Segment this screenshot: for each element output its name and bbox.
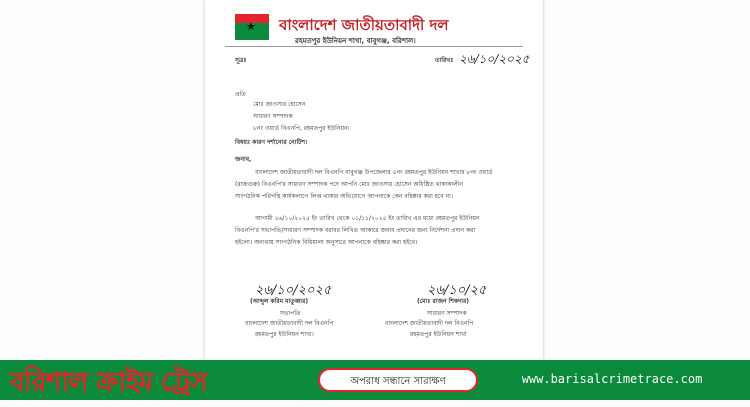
reference-label: সূত্রঃ — [235, 57, 247, 64]
to-label: প্রতি — [235, 91, 246, 98]
signature-right: ২৬/১০/২৫ — [427, 283, 487, 298]
slogan-pill — [318, 368, 478, 392]
sig-left-title: সভাপতি — [280, 310, 301, 317]
slogan-text: অপরাধ সন্ধানে সারাক্ষণ — [350, 376, 446, 387]
sig-right-name: (মোঃ রাজন শিকদার) — [417, 298, 470, 305]
website-link[interactable]: www.barisalcrimetrace.com — [521, 372, 703, 386]
recipient-title: সাধারণ সম্পাদক — [253, 113, 293, 120]
flag-star-icon: ★ — [246, 20, 256, 33]
recipient-address: ৮নং ওয়ার্ড বিএনপি, রহমতপুর ইউনিয়ন। — [253, 125, 350, 132]
body-paragraph-1-line: বাংলাদেশ জাতীয়তাবাদী দল বিএনপি বাবুগঞ্জ উপজেলার ৫নং রহমতপুর ইউনিয়ন শাখার ৮নং ওয়ার্ড — [255, 169, 493, 176]
sig-left-org: বাংলাদেশ জাতীয়তাবাদী দল বিএনপি — [245, 320, 334, 327]
signature-left: ২৬/১০/২০২৫ — [255, 283, 332, 298]
date-label: তারিখঃ — [435, 57, 454, 64]
sig-left-name: (আব্দুল করিম মাতুব্বার) — [250, 298, 309, 305]
body-paragraph-2-line: হইলো। অন্যথায় সাংগঠনিক বিধিমালা অনুসারে আপনাকে বহিষ্কার করা হইবে। — [235, 239, 418, 246]
salutation: জনাব, — [235, 156, 252, 163]
body-paragraph-1-line: সাংগঠনিক পরিপন্থি কার্যকলাপে লিপ্ত থাকার অভিযোগে আপনাকে কেন বহিষ্কার করা হবে না। — [235, 193, 454, 200]
sig-right-org: বাংলাদেশ জাতীয়তাবাদী দল বিএনপি — [385, 320, 474, 327]
sig-right-unit: রহমতপুর ইউনিয়ন শাখা — [410, 331, 467, 338]
letterhead-divider — [225, 46, 523, 47]
notice-letter — [205, 0, 543, 360]
recipient-name: মোঃ জাওসার হোসেন — [253, 101, 306, 108]
date-value: ২৬/১০/২০২৫ — [459, 52, 530, 66]
letterhead-branch: রহমতপুর ইউনিয়ন শাখা, বাবুগঞ্জ, বরিশাল। — [295, 37, 416, 45]
letterhead-party-name: বাংলাদেশ জাতীয়তাবাদী দল — [279, 16, 449, 34]
website-box[interactable] — [478, 368, 746, 392]
body-paragraph-2-line: আগামী ২৬/১০/২০২৫ ইং তারিখ থেকে ০১/১১/২০২৫ ইং তারিখ এর মধ্যে রহমতপুর ইউনিয়ন — [255, 215, 480, 222]
subject-line: বিষয়ঃ কারণ দর্শানোর নোটিশ। — [235, 139, 308, 146]
body-paragraph-1-line: (রাজগুরু) বিএনপি'র সাধারণ সম্পাদক পদে আপনি মোঃ জাওসার হোসেন অধিষ্ঠিত থাকাকালীন — [235, 181, 463, 188]
bnp-flag-logo — [235, 14, 269, 40]
body-paragraph-2-line: বিএনপি'র সভাপতি/সাধারণ সম্পাদক বরাবর লিখিত আকারে জবাব প্রদানের জন্য নির্দেশনা প্রদান করা — [235, 227, 476, 234]
sig-left-unit: রহমতপুর ইউনিয়ন শাখা। — [255, 331, 314, 338]
brand-logo-text: বরিশাল ক্রাইম ট্রেস — [10, 367, 207, 398]
sig-right-title: সাধারণ সম্পাদক — [427, 310, 467, 317]
